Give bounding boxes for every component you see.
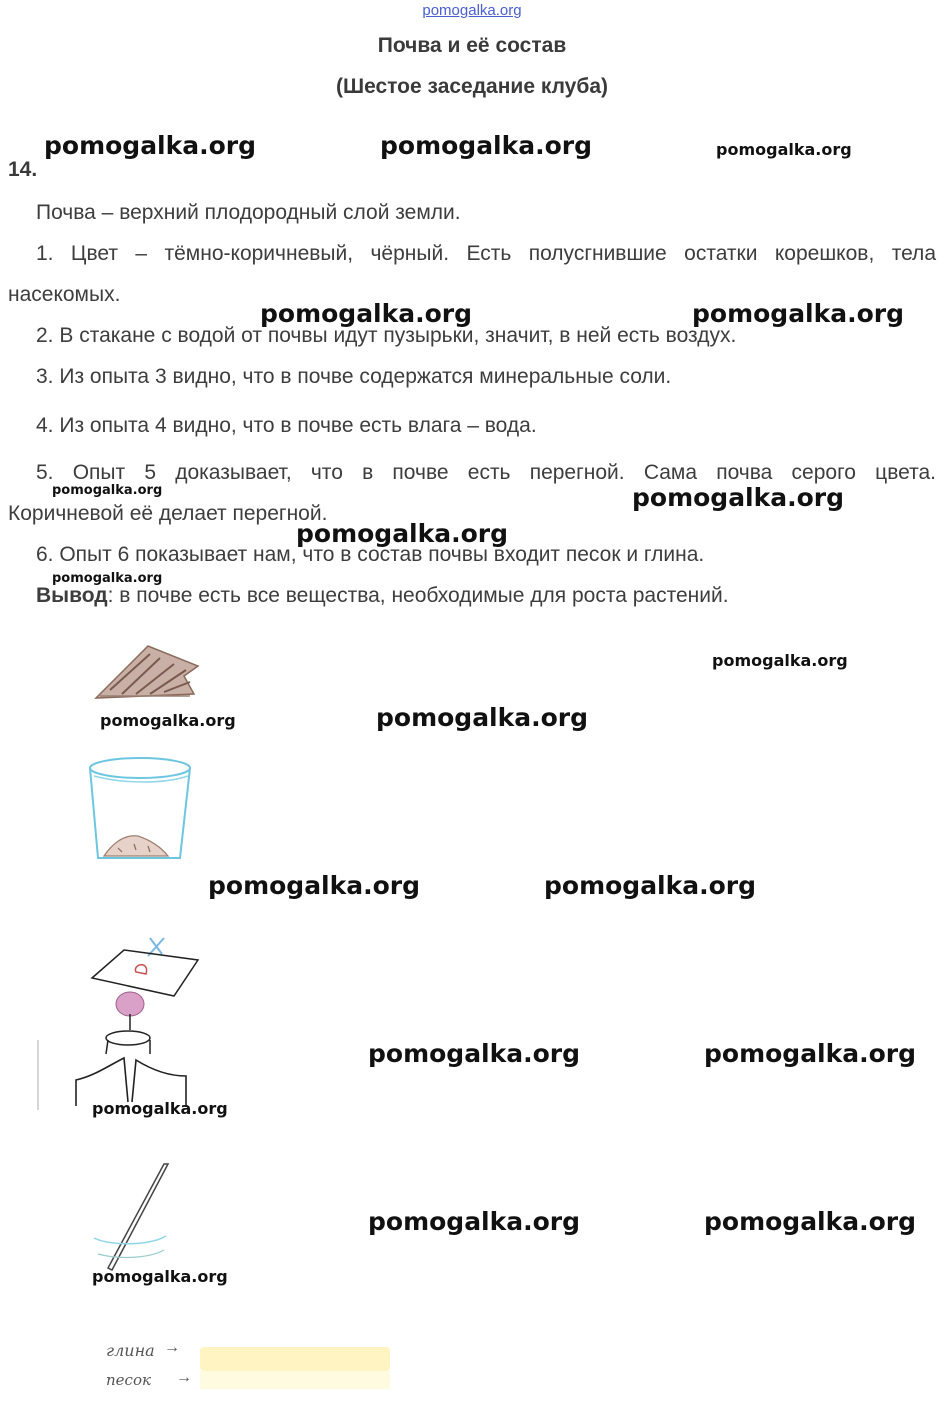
item-5-line-1: 5. Опыт 5 доказывает, что в почве есть перегной. Сама почва серого цвета.: [36, 461, 936, 484]
watermark: pomogalka.org: [704, 1207, 917, 1236]
conclusion-label: Вывод: [36, 584, 108, 607]
watermark: pomogalka.org: [712, 651, 848, 670]
watermark: pomogalka.org: [632, 483, 845, 512]
site-link[interactable]: pomogalka.org: [422, 2, 522, 19]
conclusion: [36, 583, 729, 608]
soil-pile-drawing: [90, 640, 210, 705]
intro-line: Почва – верхний плодородный слой земли.: [36, 201, 461, 224]
watermark: pomogalka.org: [368, 1207, 581, 1236]
page-title: Почва и её состав: [377, 34, 567, 57]
watermark: pomogalka.org: [692, 299, 905, 328]
clay-label: глина: [106, 1341, 155, 1360]
item-1-line-2: насекомых.: [8, 283, 121, 306]
watermark: pomogalka.org: [704, 1039, 917, 1068]
item-4: 4. Из опыта 4 видно, что в почве есть влага – вода.: [36, 414, 537, 437]
watermark: pomogalka.org: [100, 711, 236, 730]
task-number: 14.: [8, 158, 38, 181]
watermark: pomogalka.org: [260, 299, 473, 328]
watermark: pomogalka.org: [296, 519, 509, 548]
watermark: pomogalka.org: [52, 571, 163, 586]
watermark: pomogalka.org: [44, 131, 257, 160]
item-5-line-2: Коричневой её делает перегной.: [8, 502, 328, 525]
watermark: pomogalka.org: [92, 1099, 228, 1118]
sand-layer: [200, 1371, 390, 1389]
watermark: pomogalka.org: [380, 131, 593, 160]
watermark: pomogalka.org: [716, 140, 852, 159]
watermark: pomogalka.org: [92, 1267, 228, 1286]
watermark: pomogalka.org: [368, 1039, 581, 1068]
clay-layer: [200, 1347, 390, 1371]
sand-arrow-icon: →: [176, 1369, 192, 1386]
watermark: pomogalka.org: [376, 703, 589, 732]
page-subtitle: (Шестое заседание клуба): [336, 75, 608, 98]
item-6: 6. Опыт 6 показывает нам, что в состав почвы входит песок и глина.: [36, 543, 705, 566]
soil-layers-drawing: [100, 1335, 300, 1395]
stick-in-jar-drawing: [80, 1158, 200, 1278]
watermark: pomogalka.org: [544, 871, 757, 900]
heating-experiment-drawing: [32, 930, 232, 1120]
item-2: 2. В стакане с водой от почвы идут пузырьки, значит, в ней есть воздух.: [36, 324, 737, 347]
item-3: 3. Из опыта 3 видно, что в почве содержатся минеральные соли.: [36, 365, 672, 388]
item-1-line-1: 1. Цвет – тёмно-коричневый, чёрный. Есть полусгнившие остатки корешков, тела: [36, 242, 936, 265]
watermark: pomogalka.org: [52, 483, 163, 498]
conclusion-text: : в почве есть все вещества, необходимые для роста растений.: [107, 584, 729, 607]
sand-label: песок: [106, 1371, 151, 1389]
clay-arrow-icon: →: [164, 1339, 180, 1356]
glass-with-soil-drawing: [84, 748, 204, 868]
watermark: pomogalka.org: [208, 871, 421, 900]
